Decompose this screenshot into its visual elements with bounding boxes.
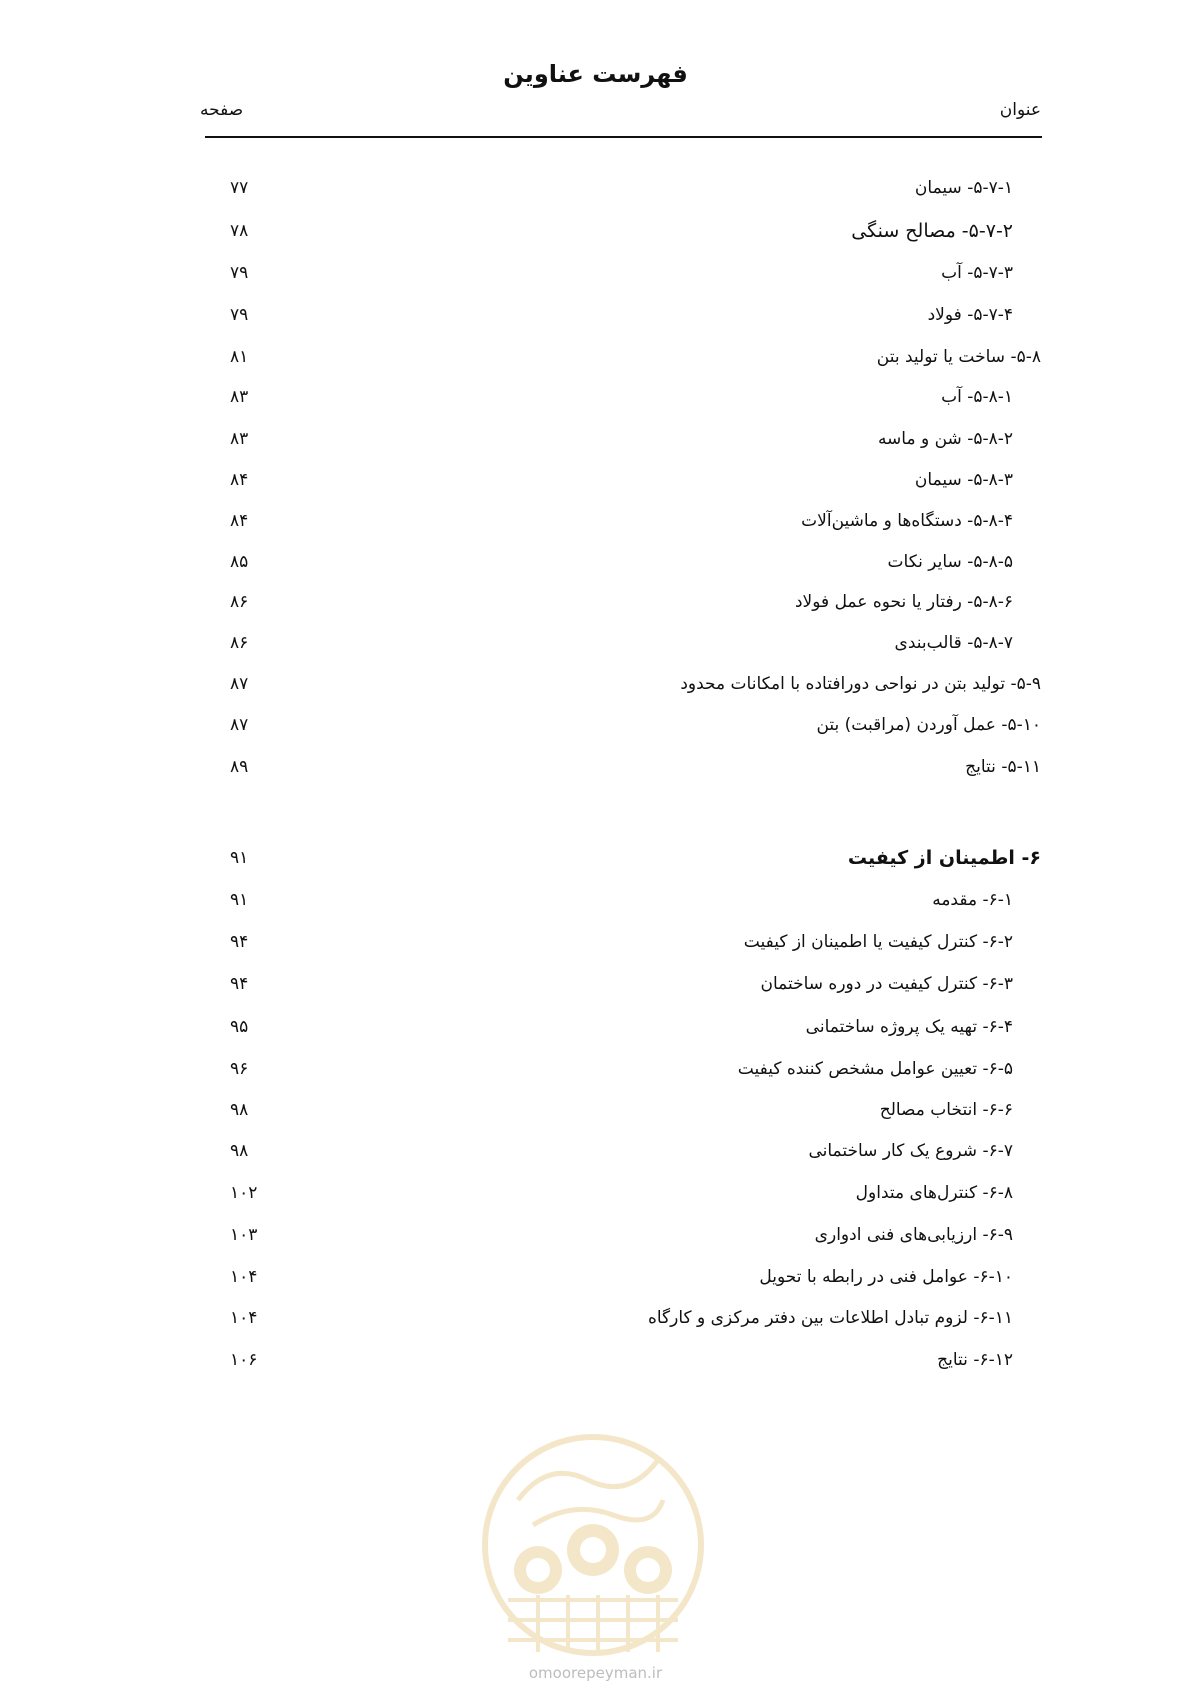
toc-entry[interactable] (230, 424, 1191, 454)
toc-entry-title: ۵-۷-۴- فولاد (927, 305, 1013, 325)
toc-entry[interactable] (230, 710, 1191, 740)
toc-entry-title: ۶-۹- ارزیابی‌های فنی ادواری (814, 1225, 1013, 1245)
toc-entry[interactable] (230, 752, 1191, 782)
toc-entry[interactable] (230, 1220, 1191, 1250)
toc-entry-page: ۹۴ (230, 932, 249, 952)
toc-entry-title: ۶-۶- انتخاب مصالح (879, 1100, 1013, 1120)
toc-entry-page: ۹۶ (230, 1059, 249, 1079)
toc-entry[interactable] (230, 382, 1191, 412)
toc-entry[interactable] (230, 927, 1191, 957)
toc-entry-title: ۵-۸- ساخت یا تولید بتن (876, 347, 1041, 367)
toc-entry-page: ۹۸ (230, 1141, 249, 1161)
toc-entry[interactable] (230, 216, 1191, 246)
toc-entry[interactable] (230, 1095, 1191, 1125)
column-header-page: صفحه (200, 100, 244, 120)
toc-entry-page: ۹۱ (230, 848, 249, 868)
toc-entry-page: ۱۰۳ (230, 1225, 258, 1245)
watermark-seal-logo (478, 1430, 708, 1660)
toc-entry[interactable] (230, 669, 1191, 699)
toc-entry-page: ۸۱ (230, 347, 249, 367)
toc-entry[interactable] (230, 342, 1191, 372)
toc-entry[interactable] (230, 547, 1191, 577)
toc-entry-page: ۸۳ (230, 387, 249, 407)
toc-entry-page: ۸۳ (230, 429, 249, 449)
toc-entry[interactable] (230, 1012, 1191, 1042)
toc-entry-page: ۷۷ (230, 178, 249, 198)
column-header-title: عنوان (999, 100, 1041, 120)
toc-entry-title: ۵-۷-۲- مصالح سنگی (851, 220, 1013, 242)
toc-chapter-entry[interactable] (230, 843, 1191, 873)
toc-entry-title: ۵-۸-۶- رفتار یا نحوه عمل فولاد (794, 592, 1013, 612)
toc-entry-title: ۶-۱- مقدمه (932, 890, 1013, 910)
toc-entry[interactable] (230, 1303, 1191, 1333)
toc-entry[interactable] (230, 173, 1191, 203)
toc-entry-page: ۱۰۶ (230, 1350, 258, 1370)
page-title: فهرست عناوین (503, 60, 688, 88)
toc-entry-page: ۹۱ (230, 890, 249, 910)
toc-entry-title: ۵-۷-۳- آب (941, 263, 1013, 283)
toc-entry-page: ۸۴ (230, 470, 249, 490)
toc-entry-title: ۶-۳- کنترل کیفیت در دوره ساختمان (760, 974, 1013, 994)
toc-entry[interactable] (230, 1178, 1191, 1208)
toc-entry-title: ۵-۸-۴- دستگاه‌ها و ماشین‌آلات (801, 511, 1013, 531)
toc-entry-title: ۵-۷-۱- سیمان (914, 178, 1013, 198)
toc-entry-title: ۵-۸-۲- شن و ماسه (877, 429, 1013, 449)
toc-entry-title: ۵-۱۱- نتایج (965, 757, 1041, 777)
toc-entry[interactable] (230, 1136, 1191, 1166)
toc-entry[interactable] (230, 587, 1191, 617)
toc-entry-title: ۵-۱۰- عمل آوردن (مراقبت) بتن (816, 715, 1041, 735)
toc-entry-page: ۸۷ (230, 715, 249, 735)
toc-entry-title: ۵-۹- تولید بتن در نواحی دورافتاده با امکانات محدود (680, 674, 1041, 694)
toc-entry-page: ۷۹ (230, 305, 249, 325)
toc-entry-page: ۷۹ (230, 263, 249, 283)
toc-entry-title: ۶-۷- شروع یک کار ساختمانی (808, 1141, 1013, 1161)
toc-entry[interactable] (230, 885, 1191, 915)
toc-entry[interactable] (230, 1262, 1191, 1292)
toc-entry-title: ۶-۱۱- لزوم تبادل اطلاعات بین دفتر مرکزی و کارگاه (647, 1308, 1013, 1328)
toc-entry-page: ۸۷ (230, 674, 249, 694)
toc-entry-page: ۱۰۴ (230, 1267, 258, 1287)
header-divider (205, 136, 1042, 138)
toc-entry-title: ۵-۸-۷- قالب‌بندی (894, 633, 1013, 653)
toc-entry-page: ۹۵ (230, 1017, 249, 1037)
toc-entry-page: ۸۹ (230, 757, 249, 777)
toc-entry[interactable] (230, 258, 1191, 288)
toc-entry-title: ۶- اطمینان از کیفیت (847, 847, 1041, 869)
toc-entry-title: ۶-۱۰- عوامل فنی در رابطه با تحویل (759, 1267, 1013, 1287)
toc-entry-page: ۸۶ (230, 592, 249, 612)
toc-entry[interactable] (230, 300, 1191, 330)
toc-entry[interactable] (230, 969, 1191, 999)
toc-entry-page: ۸۶ (230, 633, 249, 653)
toc-entry[interactable] (230, 1345, 1191, 1375)
toc-entry[interactable] (230, 628, 1191, 658)
toc-entry[interactable] (230, 1054, 1191, 1084)
watermark-url: omoorepeyman.ir (528, 1664, 663, 1682)
toc-entry-title: ۶-۸- کنترل‌های متداول (855, 1183, 1013, 1203)
toc-entry-title: ۶-۱۲- نتایج (937, 1350, 1013, 1370)
toc-entry[interactable] (230, 465, 1191, 495)
toc-entry-title: ۶-۵- تعیین عوامل مشخص کننده کیفیت (737, 1059, 1013, 1079)
toc-entry-title: ۵-۸-۳- سیمان (914, 470, 1013, 490)
toc-entry-page: ۸۵ (230, 552, 249, 572)
toc-entry-page: ۷۸ (230, 221, 249, 241)
toc-entry-page: ۹۸ (230, 1100, 249, 1120)
toc-entry-title: ۶-۴- تهیه یک پروژه ساختمانی (805, 1017, 1013, 1037)
toc-entry-title: ۵-۸-۵- سایر نکات (887, 552, 1013, 572)
toc-entry[interactable] (230, 506, 1191, 536)
toc-entry-page: ۱۰۴ (230, 1308, 258, 1328)
toc-entry-page: ۸۴ (230, 511, 249, 531)
toc-entry-page: ۹۴ (230, 974, 249, 994)
toc-entry-title: ۶-۲- کنترل کیفیت یا اطمینان از کیفیت (743, 932, 1013, 952)
toc-entry-title: ۵-۸-۱- آب (941, 387, 1013, 407)
toc-entry-page: ۱۰۲ (230, 1183, 258, 1203)
